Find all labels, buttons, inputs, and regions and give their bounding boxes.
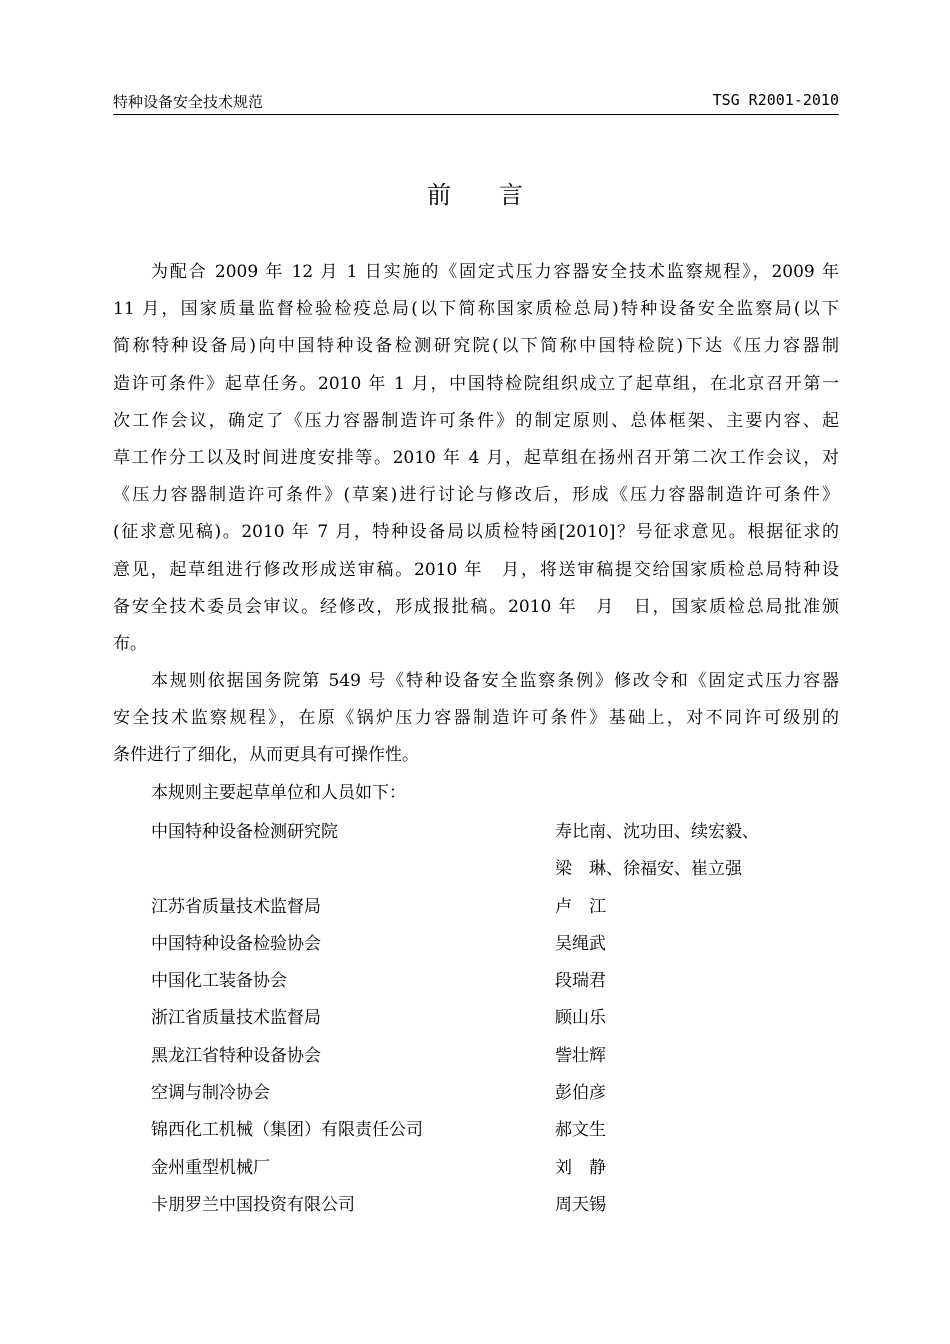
contributor-people: 梁 琳、徐福安、崔立强 (555, 859, 742, 880)
list-item (151, 853, 839, 890)
contributor-org: 黑龙江省特种设备协会 (151, 1045, 321, 1066)
list-item (151, 816, 839, 853)
list-item (151, 1040, 839, 1077)
contributor-people: 郝文生 (555, 1120, 606, 1141)
list-item (151, 965, 839, 1002)
contributor-org: 金州重型机械厂 (151, 1157, 270, 1178)
text-line: 条件进行了细化，从而更具有可操作性。 (113, 745, 419, 766)
contributors-list (151, 816, 839, 1226)
contributor-people: 顾山乐 (555, 1008, 606, 1029)
contributor-people: 刘 静 (555, 1157, 606, 1178)
text-line: 意见，起草组进行修改形成送审稿。2010 年 月，将送审稿提交给国家质检总局特种设 (113, 559, 839, 580)
contributor-org: 江苏省质量技术监督局 (151, 896, 321, 917)
contributor-org: 卡朋罗兰中国投资有限公司 (151, 1194, 355, 1215)
contributor-people: 彭伯彦 (555, 1083, 606, 1104)
text-line: 简称特种设备局)向中国特种设备检测研究院(以下简称中国特检院)下达《压力容器制 (113, 336, 839, 357)
text-line: 造许可条件》起草任务。2010 年 1 月，中国特检院组织成立了起草组，在北京召开第一 (113, 373, 839, 394)
contributor-people: 寿比南、沈功田、续宏毅、 (555, 822, 759, 842)
list-item (151, 928, 839, 965)
contributor-org: 中国特种设备检验协会 (151, 933, 321, 954)
list-item (151, 1152, 839, 1189)
contributor-people: 卢 江 (555, 896, 606, 917)
header-spec-category: 特种设备安全技术规范 (113, 93, 264, 111)
list-item (151, 1114, 839, 1151)
text-line: 《压力容器制造许可条件》(草案)进行讨论与修改后，形成《压力容器制造许可条件》 (113, 485, 839, 506)
text-line: 备安全技术委员会审议。经修改，形成报批稿。2010 年 月 日，国家质检总局批准颁 (113, 596, 839, 617)
text-line: 11 月，国家质量监督检验检疫总局(以下简称国家质检总局)特种设备安全监察局(以下 (113, 299, 839, 320)
text-line: 本规则依据国务院第 549 号《特种设备安全监察条例》修改令和《固定式压力容器 (151, 671, 839, 692)
contributor-org: 中国特种设备检测研究院 (151, 822, 338, 842)
list-item (151, 1002, 839, 1039)
paragraph-drafting-history (113, 256, 839, 665)
list-item (151, 891, 839, 928)
contributor-people: 段瑞君 (555, 971, 606, 992)
contributor-people: 訾壮辉 (555, 1045, 606, 1066)
contributor-org: 空调与制冷协会 (151, 1083, 270, 1104)
paragraph-contributors-intro: 本规则主要起草单位和人员如下： (151, 782, 406, 803)
header-spec-code: TSG R2001-2010 (712, 91, 839, 109)
text-line: 布。 (113, 633, 147, 654)
header-divider (113, 114, 839, 115)
paragraph-basis (113, 665, 839, 777)
contributor-org: 中国化工装备协会 (151, 971, 287, 992)
contributor-people: 吴绳武 (555, 933, 606, 954)
contributor-org: 锦西化工机械（集团）有限责任公司 (151, 1120, 423, 1141)
contributor-people: 周天锡 (555, 1194, 606, 1215)
page-title: 前言 (427, 181, 571, 209)
text-line: 草工作分工以及时间进度安排等。2010 年 4 月，起草组在扬州召开第二次工作会议，对 (113, 447, 839, 468)
list-item (151, 1189, 839, 1226)
text-line: 次工作会议，确定了《压力容器制造许可条件》的制定原则、总体框架、主要内容、起 (113, 410, 839, 431)
text-line: 安全技术监察规程》，在原《锅炉压力容器制造许可条件》基础上，对不同许可级别的 (113, 708, 839, 729)
contributor-org: 浙江省质量技术监督局 (151, 1008, 321, 1029)
text-line: 为配合 2009 年 12 月 1 日实施的《固定式压力容器安全技术监察规程》，2009 年 (151, 262, 839, 282)
list-item (151, 1077, 839, 1114)
running-header (113, 91, 839, 113)
document-body (113, 256, 839, 814)
text-line: (征求意见稿)。2010 年 7 月，特种设备局以质检特函[2010]？号征求意见。根据征求的 (113, 522, 839, 543)
